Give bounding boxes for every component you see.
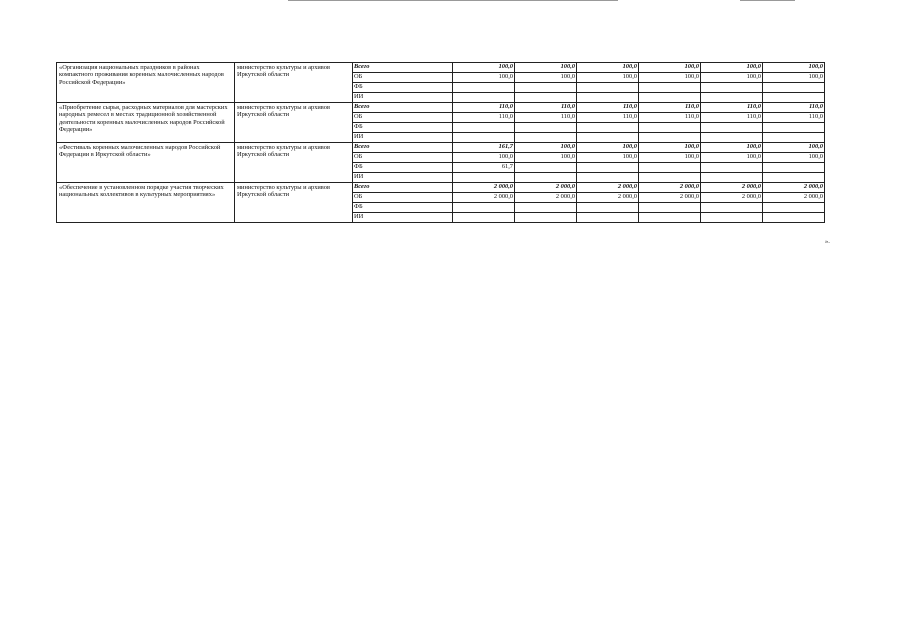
funding-source-label: ИИ [353, 93, 453, 103]
amount-cell [763, 133, 825, 143]
amount-cell: 100,0 [515, 143, 577, 153]
amount-cell: 110,0 [515, 113, 577, 123]
amount-cell: 100,0 [763, 143, 825, 153]
amount-cell: 110,0 [701, 103, 763, 113]
table-row [57, 143, 825, 153]
amount-cell: 100,0 [453, 73, 515, 83]
amount-cell: 61,7 [453, 163, 515, 173]
amount-cell: 2 000,0 [763, 183, 825, 193]
amount-cell [577, 93, 639, 103]
funding-source-label: ОБ [353, 193, 453, 203]
amount-cell [763, 83, 825, 93]
measure-description: «Приобретение сырья, расходных материалов для мастерских народных ремесел в местах традиционной хозяйственной деятельности коренных малочисленных народов Российской Федерации» [57, 103, 235, 143]
funding-source-label: Всего [353, 183, 453, 193]
amount-cell [639, 93, 701, 103]
amount-cell [515, 213, 577, 223]
funding-source-label: ФБ [353, 123, 453, 133]
amount-cell [515, 93, 577, 103]
amount-cell: 110,0 [763, 103, 825, 113]
amount-cell [701, 173, 763, 183]
amount-cell: 100,0 [453, 63, 515, 73]
amount-cell: 2 000,0 [515, 183, 577, 193]
funding-source-label: Всего [353, 63, 453, 73]
amount-cell [639, 133, 701, 143]
amount-cell [639, 203, 701, 213]
responsible-executor: министерство культуры и архивов Иркутской области [235, 63, 353, 103]
amount-cell: 110,0 [639, 113, 701, 123]
amount-cell: 110,0 [515, 103, 577, 113]
amount-cell: 100,0 [701, 143, 763, 153]
amount-cell [763, 203, 825, 213]
amount-cell [639, 83, 701, 93]
amount-cell [701, 93, 763, 103]
amount-cell [515, 83, 577, 93]
funding-source-label: ИИ [353, 213, 453, 223]
amount-cell: 110,0 [577, 113, 639, 123]
amount-cell [577, 163, 639, 173]
amount-cell [515, 133, 577, 143]
amount-cell: 100,0 [763, 153, 825, 163]
responsible-executor: министерство культуры и архивов Иркутской области [235, 103, 353, 143]
funding-source-label: ФБ [353, 203, 453, 213]
amount-cell [515, 173, 577, 183]
amount-cell: 2 000,0 [763, 193, 825, 203]
amount-cell [763, 93, 825, 103]
amount-cell: 100,0 [577, 63, 639, 73]
amount-cell [763, 163, 825, 173]
table-row [57, 183, 825, 193]
amount-cell [453, 213, 515, 223]
amount-cell: 110,0 [453, 103, 515, 113]
scan-line-top [288, 0, 618, 1]
amount-cell: 100,0 [763, 63, 825, 73]
amount-cell [701, 163, 763, 173]
amount-cell [453, 83, 515, 93]
amount-cell [639, 163, 701, 173]
amount-cell [701, 133, 763, 143]
amount-cell: 2 000,0 [701, 193, 763, 203]
amount-cell [453, 133, 515, 143]
amount-cell [763, 123, 825, 133]
amount-cell [701, 83, 763, 93]
amount-cell [577, 173, 639, 183]
funding-source-label: ОБ [353, 153, 453, 163]
amount-cell: 100,0 [639, 143, 701, 153]
table-row [57, 63, 825, 73]
amount-cell: 100,0 [515, 73, 577, 83]
amount-cell [453, 203, 515, 213]
amount-cell [577, 123, 639, 133]
amount-cell [515, 163, 577, 173]
amount-cell: 100,0 [639, 63, 701, 73]
responsible-executor: министерство культуры и архивов Иркутской области [235, 143, 353, 183]
amount-cell: 100,0 [639, 153, 701, 163]
amount-cell: 110,0 [577, 103, 639, 113]
amount-cell: 2 000,0 [639, 193, 701, 203]
funding-source-label: ФБ [353, 163, 453, 173]
table-body [57, 63, 825, 223]
amount-cell [515, 203, 577, 213]
trailing-mark: ». [825, 238, 830, 245]
funding-source-label: Всего [353, 143, 453, 153]
amount-cell: 161,7 [453, 143, 515, 153]
amount-cell: 100,0 [515, 63, 577, 73]
amount-cell: 2 000,0 [639, 183, 701, 193]
amount-cell [577, 203, 639, 213]
amount-cell: 100,0 [701, 73, 763, 83]
amount-cell [701, 213, 763, 223]
amount-cell [453, 173, 515, 183]
amount-cell: 100,0 [515, 153, 577, 163]
amount-cell [639, 213, 701, 223]
amount-cell: 100,0 [701, 63, 763, 73]
amount-cell: 100,0 [639, 73, 701, 83]
amount-cell: 2 000,0 [577, 193, 639, 203]
funding-source-label: ОБ [353, 113, 453, 123]
funding-source-label: ФБ [353, 83, 453, 93]
measure-description: «Организация национальных праздников в районах компактного проживания коренных малочисленных народов Российской Федерации» [57, 63, 235, 103]
measure-description: «Фестиваль коренных малочисленных народов Российской Федерации в Иркутской области» [57, 143, 235, 183]
amount-cell [577, 133, 639, 143]
amount-cell: 110,0 [763, 113, 825, 123]
amount-cell [701, 123, 763, 133]
amount-cell [639, 123, 701, 133]
amount-cell: 2 000,0 [515, 193, 577, 203]
amount-cell [453, 93, 515, 103]
measure-description: «Обеспечение в установленном порядке участия творческих национальных коллективов в культурных мероприятиях» [57, 183, 235, 223]
amount-cell [453, 123, 515, 133]
amount-cell [763, 213, 825, 223]
scan-line-top-right [740, 0, 795, 1]
amount-cell: 100,0 [701, 153, 763, 163]
amount-cell [639, 173, 701, 183]
amount-cell [701, 203, 763, 213]
amount-cell: 100,0 [577, 153, 639, 163]
amount-cell: 110,0 [701, 113, 763, 123]
amount-cell: 100,0 [577, 143, 639, 153]
budget-table [56, 62, 825, 223]
funding-source-label: ОБ [353, 73, 453, 83]
amount-cell: 2 000,0 [453, 193, 515, 203]
amount-cell: 100,0 [577, 73, 639, 83]
amount-cell [763, 173, 825, 183]
funding-source-label: ИИ [353, 173, 453, 183]
amount-cell [577, 83, 639, 93]
amount-cell: 100,0 [453, 153, 515, 163]
responsible-executor: министерство культуры и архивов Иркутской области [235, 183, 353, 223]
amount-cell: 110,0 [639, 103, 701, 113]
amount-cell: 2 000,0 [453, 183, 515, 193]
amount-cell [577, 213, 639, 223]
funding-source-label: ИИ [353, 133, 453, 143]
table-row [57, 103, 825, 113]
amount-cell [515, 123, 577, 133]
amount-cell: 110,0 [453, 113, 515, 123]
amount-cell: 2 000,0 [701, 183, 763, 193]
amount-cell: 2 000,0 [577, 183, 639, 193]
funding-source-label: Всего [353, 103, 453, 113]
amount-cell: 100,0 [763, 73, 825, 83]
